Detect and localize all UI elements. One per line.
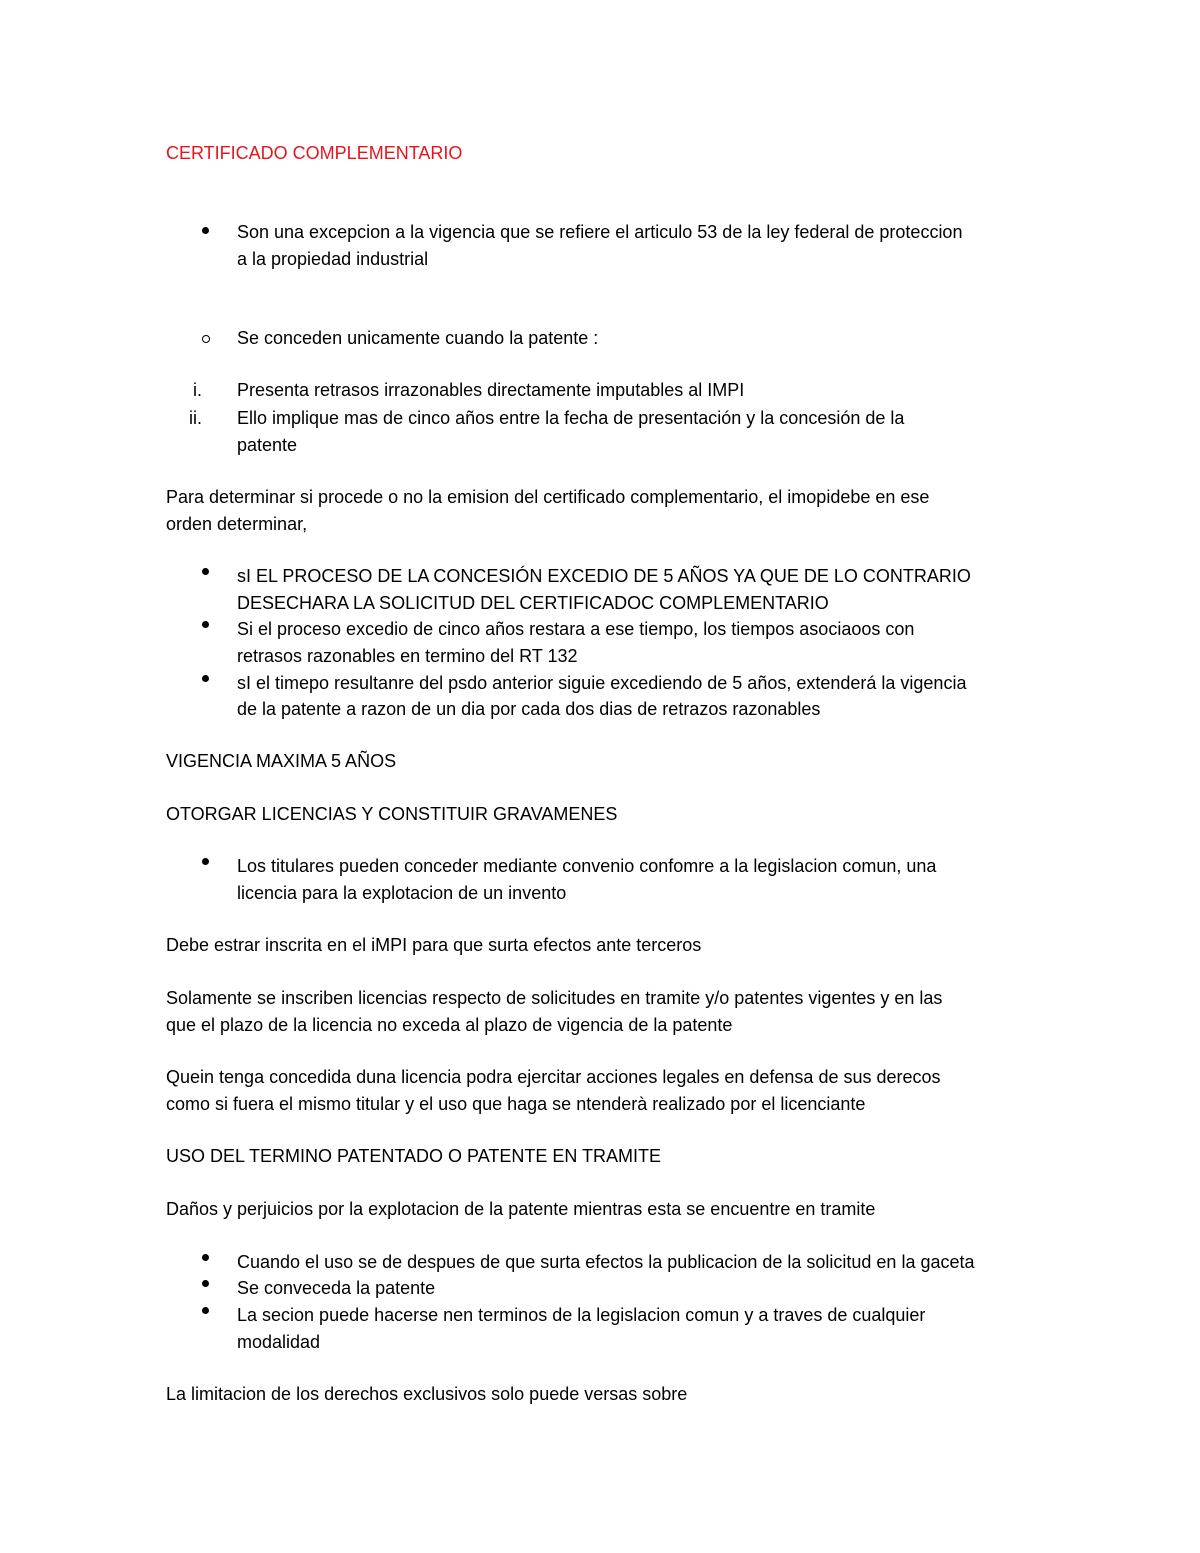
paragraph-text: que el plazo de la licencia no exceda al plazo de vigencia de la patente [166,1015,733,1035]
bullet-dot-icon [202,621,209,628]
paragraph-text: Quein tenga concedida duna licencia podra ejercitar acciones legales en defensa de sus derecos [166,1067,941,1087]
paragraph-text: Solamente se inscriben licencias respecto de solicitudes en tramite y/o patentes vigentes y en las [166,988,943,1008]
roman-numeral-marker: ii. [189,408,202,428]
roman-numeral-marker: i. [193,380,202,400]
paragraph-text: Para determinar si procede o no la emision del certificado complementario, el imopidebe en ese [166,487,930,507]
list-item-text: Cuando el uso se de despues de que surta efectos la publicacion de la solicitud en la gaceta [237,1252,975,1272]
list-item-text: patente [237,435,298,455]
document-title: CERTIFICADO COMPLEMENTARIO [166,143,463,163]
list-item-text: Son una excepcion a la vigencia que se refiere el articulo 53 de la ley federal de proteccion [237,222,963,242]
bullet-dot-icon [202,675,209,682]
list-item-text: sI el timepo resultanre del psdo anterior siguie excediendo de 5 años, extenderá la vigencia [237,673,967,693]
bullet-dot-icon [202,1280,209,1287]
list-item-text: Se conceden unicamente cuando la patente : [237,328,599,348]
list-item-text: Los titulares pueden conceder mediante convenio confomre a la legislacion comun, una [237,856,937,876]
list-item-text: Se conveceda la patente [237,1278,436,1298]
paragraph-text: Debe estrar inscrita en el iMPI para que surta efectos ante terceros [166,935,702,955]
paragraph-text: como si fuera el mismo titular y el uso que haga se ntenderà realizado por el licenciante [166,1094,866,1114]
bullet-dot-icon [202,568,209,575]
list-item-text: DESECHARA LA SOLICITUD DEL CERTIFICADOC COMPLEMENTARIO [237,593,829,613]
list-item-text: Si el proceso excedio de cinco años restara a ese tiempo, los tiempos asociaoos con [237,619,915,639]
list-item-text: La secion puede hacerse nen terminos de la legislacion comun y a traves de cualquier [237,1305,926,1325]
list-item-text: Ello implique mas de cinco años entre la fecha de presentación y la concesión de la [237,408,905,428]
list-item-text: de la patente a razon de un dia por cada dos dias de retrazos razonables [237,699,821,719]
list-item-text: a la propiedad industrial [237,249,429,269]
list-item-text: licencia para la explotacion de un invento [237,883,567,903]
section-heading: USO DEL TERMINO PATENTADO O PATENTE EN TRAMITE [166,1146,662,1166]
bullet-dot-icon [202,1307,209,1314]
section-heading: OTORGAR LICENCIAS Y CONSTITUIR GRAVAMENES [166,804,618,824]
list-item-text: sI EL PROCESO DE LA CONCESIÓN EXCEDIO DE 5 AÑOS YA QUE DE LO CONTRARIO [237,566,971,586]
circle-bullet-icon [202,335,210,343]
list-item-text: Presenta retrasos irrazonables directamente imputables al IMPI [237,380,745,400]
paragraph-text: La limitacion de los derechos exclusivos solo puede versas sobre [166,1384,688,1404]
list-item-text: retrasos razonables en termino del RT 132 [237,646,578,666]
paragraph-text: Daños y perjuicios por la explotacion de la patente mientras esta se encuentre en tramite [166,1199,876,1219]
section-heading: VIGENCIA MAXIMA 5 AÑOS [166,751,397,771]
bullet-dot-icon [202,858,209,865]
list-item-text: modalidad [237,1332,321,1352]
bullet-dot-icon [202,227,209,234]
bullet-dot-icon [202,1254,209,1261]
paragraph-text: orden determinar, [166,514,308,534]
